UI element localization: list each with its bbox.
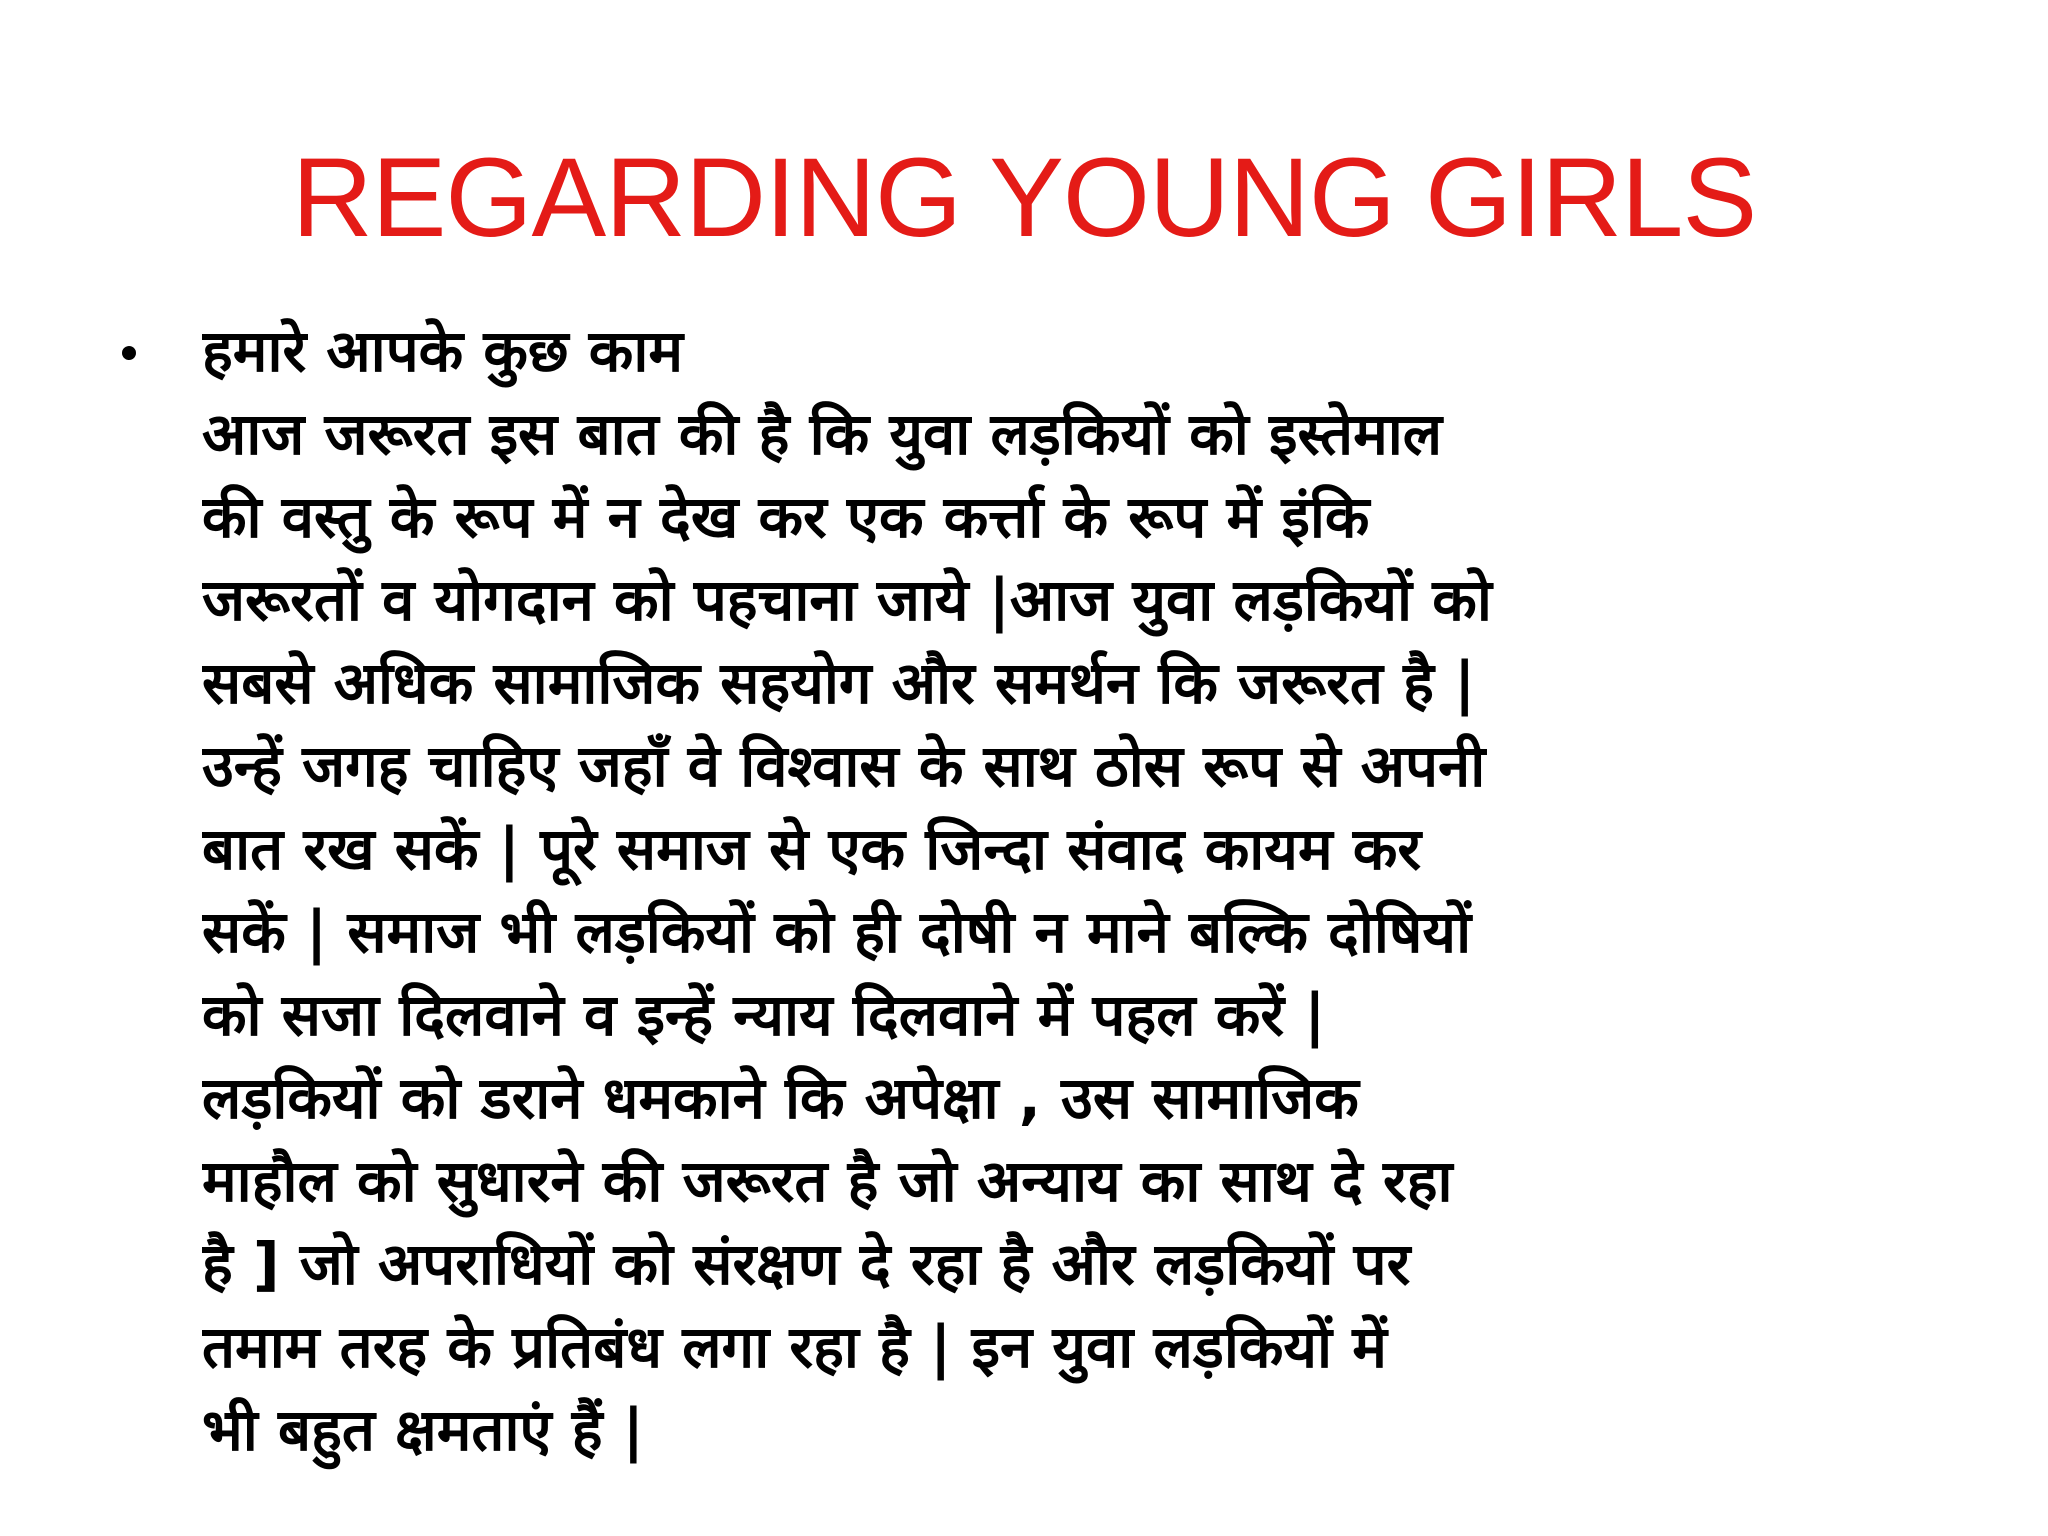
slide-title: REGARDING YOUNG GIRLS xyxy=(291,135,1757,260)
bullet-text xyxy=(202,310,1962,1472)
body-line: तमाम तरह के प्रतिबंध लगा रहा है | इन युवा लड़कियों में xyxy=(202,1313,1387,1381)
body-line: जरूरतों व योगदान को पहचाना जाये |आज युवा लड़कियों को xyxy=(202,566,1492,634)
body-line: भी बहुत क्षमताएं हैं | xyxy=(202,1396,644,1464)
body-line: आज जरूरत इस बात की है कि युवा लड़कियों को इस्तेमाल xyxy=(202,400,1443,468)
bullet-dot-icon xyxy=(122,346,136,360)
body-line: बात रख सकें | पूरे समाज से एक जिन्दा संवाद कायम कर xyxy=(202,815,1422,883)
body-line: उन्हें जगह चाहिए जहाँ वे विश्वास के साथ ठोस रूप से अपनी xyxy=(202,732,1486,800)
bullet-heading: हमारे आपके कुछ काम xyxy=(202,317,684,385)
body-line: है ] जो अपराधियों को संरक्षण दे रहा है और लड़कियों पर xyxy=(202,1230,1411,1298)
body-line: सकें | समाज भी लड़कियों को ही दोषी न माने बल्कि दोषियों xyxy=(202,898,1472,966)
body-line: की वस्तु के रूप में न देख कर एक कर्त्ता के रूप में इंकि xyxy=(202,483,1370,551)
body-line: माहौल को सुधारने की जरूरत है जो अन्याय का साथ दे रहा xyxy=(202,1147,1453,1215)
body-line: सबसे अधिक सामाजिक सहयोग और समर्थन कि जरूरत है | xyxy=(202,649,1476,717)
body-line: को सजा दिलवाने व इन्हें न्याय दिलवाने में पहल करें | xyxy=(202,981,1326,1049)
body-line: लड़कियों को डराने धमकाने कि अपेक्षा , उस सामाजिक xyxy=(202,1064,1359,1132)
